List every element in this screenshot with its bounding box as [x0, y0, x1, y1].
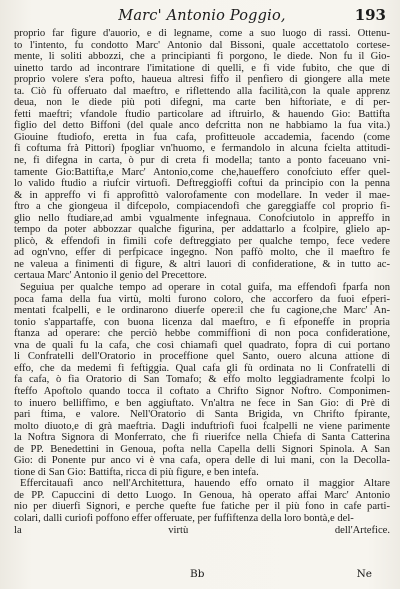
text-line: tione di San Gio: Battifta, ricca di più figure, e ben intefa.	[14, 466, 259, 478]
text-line: ad ogn'vno, effer di perfpicace ingegno. Non paffò molto, che il maeftro fe	[14, 247, 390, 259]
text-line: la virtù dell'Artefice.	[14, 524, 390, 536]
text-line: & in appreffo vi fi approfittò valorofamente con modellare. In veder il mae-	[14, 189, 390, 201]
text-line: ftro a che giongeua il difcepolo, compiacendofi che gareggiaffe col proprio fi-	[14, 201, 390, 213]
text-line: tonio s'appartaffe, con buona licenza dal maeftro, e fi efponeffe in propria	[14, 316, 390, 328]
text-line: la Noftra Signora di Monferrato, che fi riuerifce nella Chiefa di Santa Catterina	[14, 432, 390, 444]
text-line: glio nello ftudiare,ad ambi vgualmente infegnaua. Conofciutolo in appreffo in	[14, 212, 390, 224]
text-line: poca fama della fua virtù, molti furono coloro, che accorfero da fuoi efperi-	[14, 293, 390, 305]
text-line: ne valeua a finimenti di figure, & altri lauori di confideratione, & in tutto ac-	[14, 258, 390, 270]
text-line: Seguiua per qualche tempo ad operare in cotal guifa, ma effendofi fparfa non	[20, 282, 390, 294]
text-line: fetti maeftri; vfandole ftudio particolare ad iftruirlo, & hauendo Gio: Battifta	[14, 108, 390, 120]
text-line: pari ftima, e valore. Nell'Oratorio di Santa Brigida, vn Chrifto fpirante,	[14, 409, 390, 421]
text-line: molto diuoto,e di grà maeftria. Dagli induftriofi fuoi fcalpelli ne viene parimente	[14, 420, 390, 432]
text-line: de PP. Capuccini di detto Luogo. In Genoua, hà operato affai Marc' Antonio	[14, 489, 390, 501]
text-line: nio per diuerfi Signori, e perche quefte fue fatiche per il più fono in cafe parti-	[14, 501, 390, 513]
body-text	[14, 28, 390, 536]
text-line: de PP. Benedettini in Genoua, pofta nella Capella delli Signori Spinola. A San	[14, 443, 390, 455]
signature-mark: Bb	[190, 568, 205, 580]
page-footer	[0, 566, 400, 586]
text-line: vna de quali fu la cafa, che così chiamafi quel quadrato, fopra di cui portano	[14, 339, 390, 351]
text-line: deua, non le diede più poti difegni, ma carte ben hiftoriate, e di per-	[14, 97, 390, 109]
text-line: certaua Marc' Antonio il genio del Precettore.	[14, 270, 207, 282]
catchword: Ne	[356, 568, 372, 580]
text-line: mente, li soliti abbozzi, che a principianti fi porgono, le diede. Non fu il Gio-	[14, 51, 390, 63]
text-line: Giouine ftudiofo, eretta in fua cafa, profitteuole accademia, facendo (come	[14, 131, 390, 143]
text-line: figlio del detto Biffoni (del quale anco defcritta non ne habbiamo la fua vita.)	[14, 120, 390, 132]
text-line: li Confratelli dell'Oratorio in proceffione quel Santo, ouero alcuna attione di	[14, 351, 390, 363]
text-line: colari, dalli curiofi poffono effer offeruate, per fuffiftenza della loro bontà,e del-	[14, 512, 354, 524]
text-line: to l'intento, fu condotto Marc' Antonio dal Bissoni, quale accettatolo cortese-	[14, 39, 390, 51]
text-line: Effercitauafi anco nell'Architettura, hauendo effo ornato il maggior Altare	[20, 478, 390, 490]
page-number: 193	[354, 6, 386, 24]
text-line: fa cafa, ò fia Oratorio di San Tomafo; & effo molto leggiadramente fcolpì lo	[14, 374, 390, 386]
text-line: ftanza ad operare: che perciò hebbe commiffioni di non poca confideratione,	[14, 328, 390, 340]
text-line: proprio volere s'era pofto, haueua altresi fiffo il penfiero di giongere alla mete	[14, 74, 390, 86]
text-line: plicò, & effendofi in fimili cofe deftreggiato per qualche tempo, fece vedere	[14, 235, 390, 247]
text-line: fi coftuma frà Pittori) fpogliar vn'huomo, e fermandolo in alcuna fcielta attitudi-	[14, 143, 390, 155]
text-line: lo valido ftudio a riufcir virtuofi. Deftreggioffi coftui da principio con la penna	[14, 178, 390, 190]
text-line: ta. Ciò fù offeruato dal maeftro, e riflettendo alla facilità,con la quale apprenz	[14, 85, 390, 97]
page-header	[14, 6, 390, 28]
text-line: Gio: di Ponente pur anco vi è vna cafa, opera delle di lui mani, con la Decolla-	[14, 455, 390, 467]
text-line: fteffo Apoftolo quando tocca il coftato a Chrifto Signor Noftro. Componimen-	[14, 385, 390, 397]
text-line: tamente Gio:Battifta,e Marc' Antonio,come che,haueffero conofciuto effer quel-	[14, 166, 390, 178]
text-line: proprio far figure d'auorio, e di legname, come a suo luogo di rassi. Ottenu-	[14, 28, 390, 39]
text-line: mentati fcalpelli, e le ordinarono diuerfe opere:il che fu cagione,che Marc' An-	[14, 305, 390, 317]
text-line: effo, che da medemi fi feftiggia. Qual cafa gli fù ordinata no li Confratelli di	[14, 362, 390, 374]
text-line: tempo da poter abbozzar qualche figurina, per addattarlo a fcolpire, glielo ap-	[14, 224, 390, 236]
text-line: ne, fi difegna in carta, ò pur di creta fi modella; tanto a ponto faceuano vni-	[14, 155, 390, 167]
running-head: Marc' Antonio Poggio,	[118, 8, 286, 24]
text-line: to inuero belliffimo, e ben aggiuftato. Vn'altra ne fece in San Gio: di Prè di	[14, 397, 390, 409]
text-line: uinetto tardo ad incontrare l'imitatione di quelli, e fi vide fubito, che que di	[14, 62, 390, 74]
